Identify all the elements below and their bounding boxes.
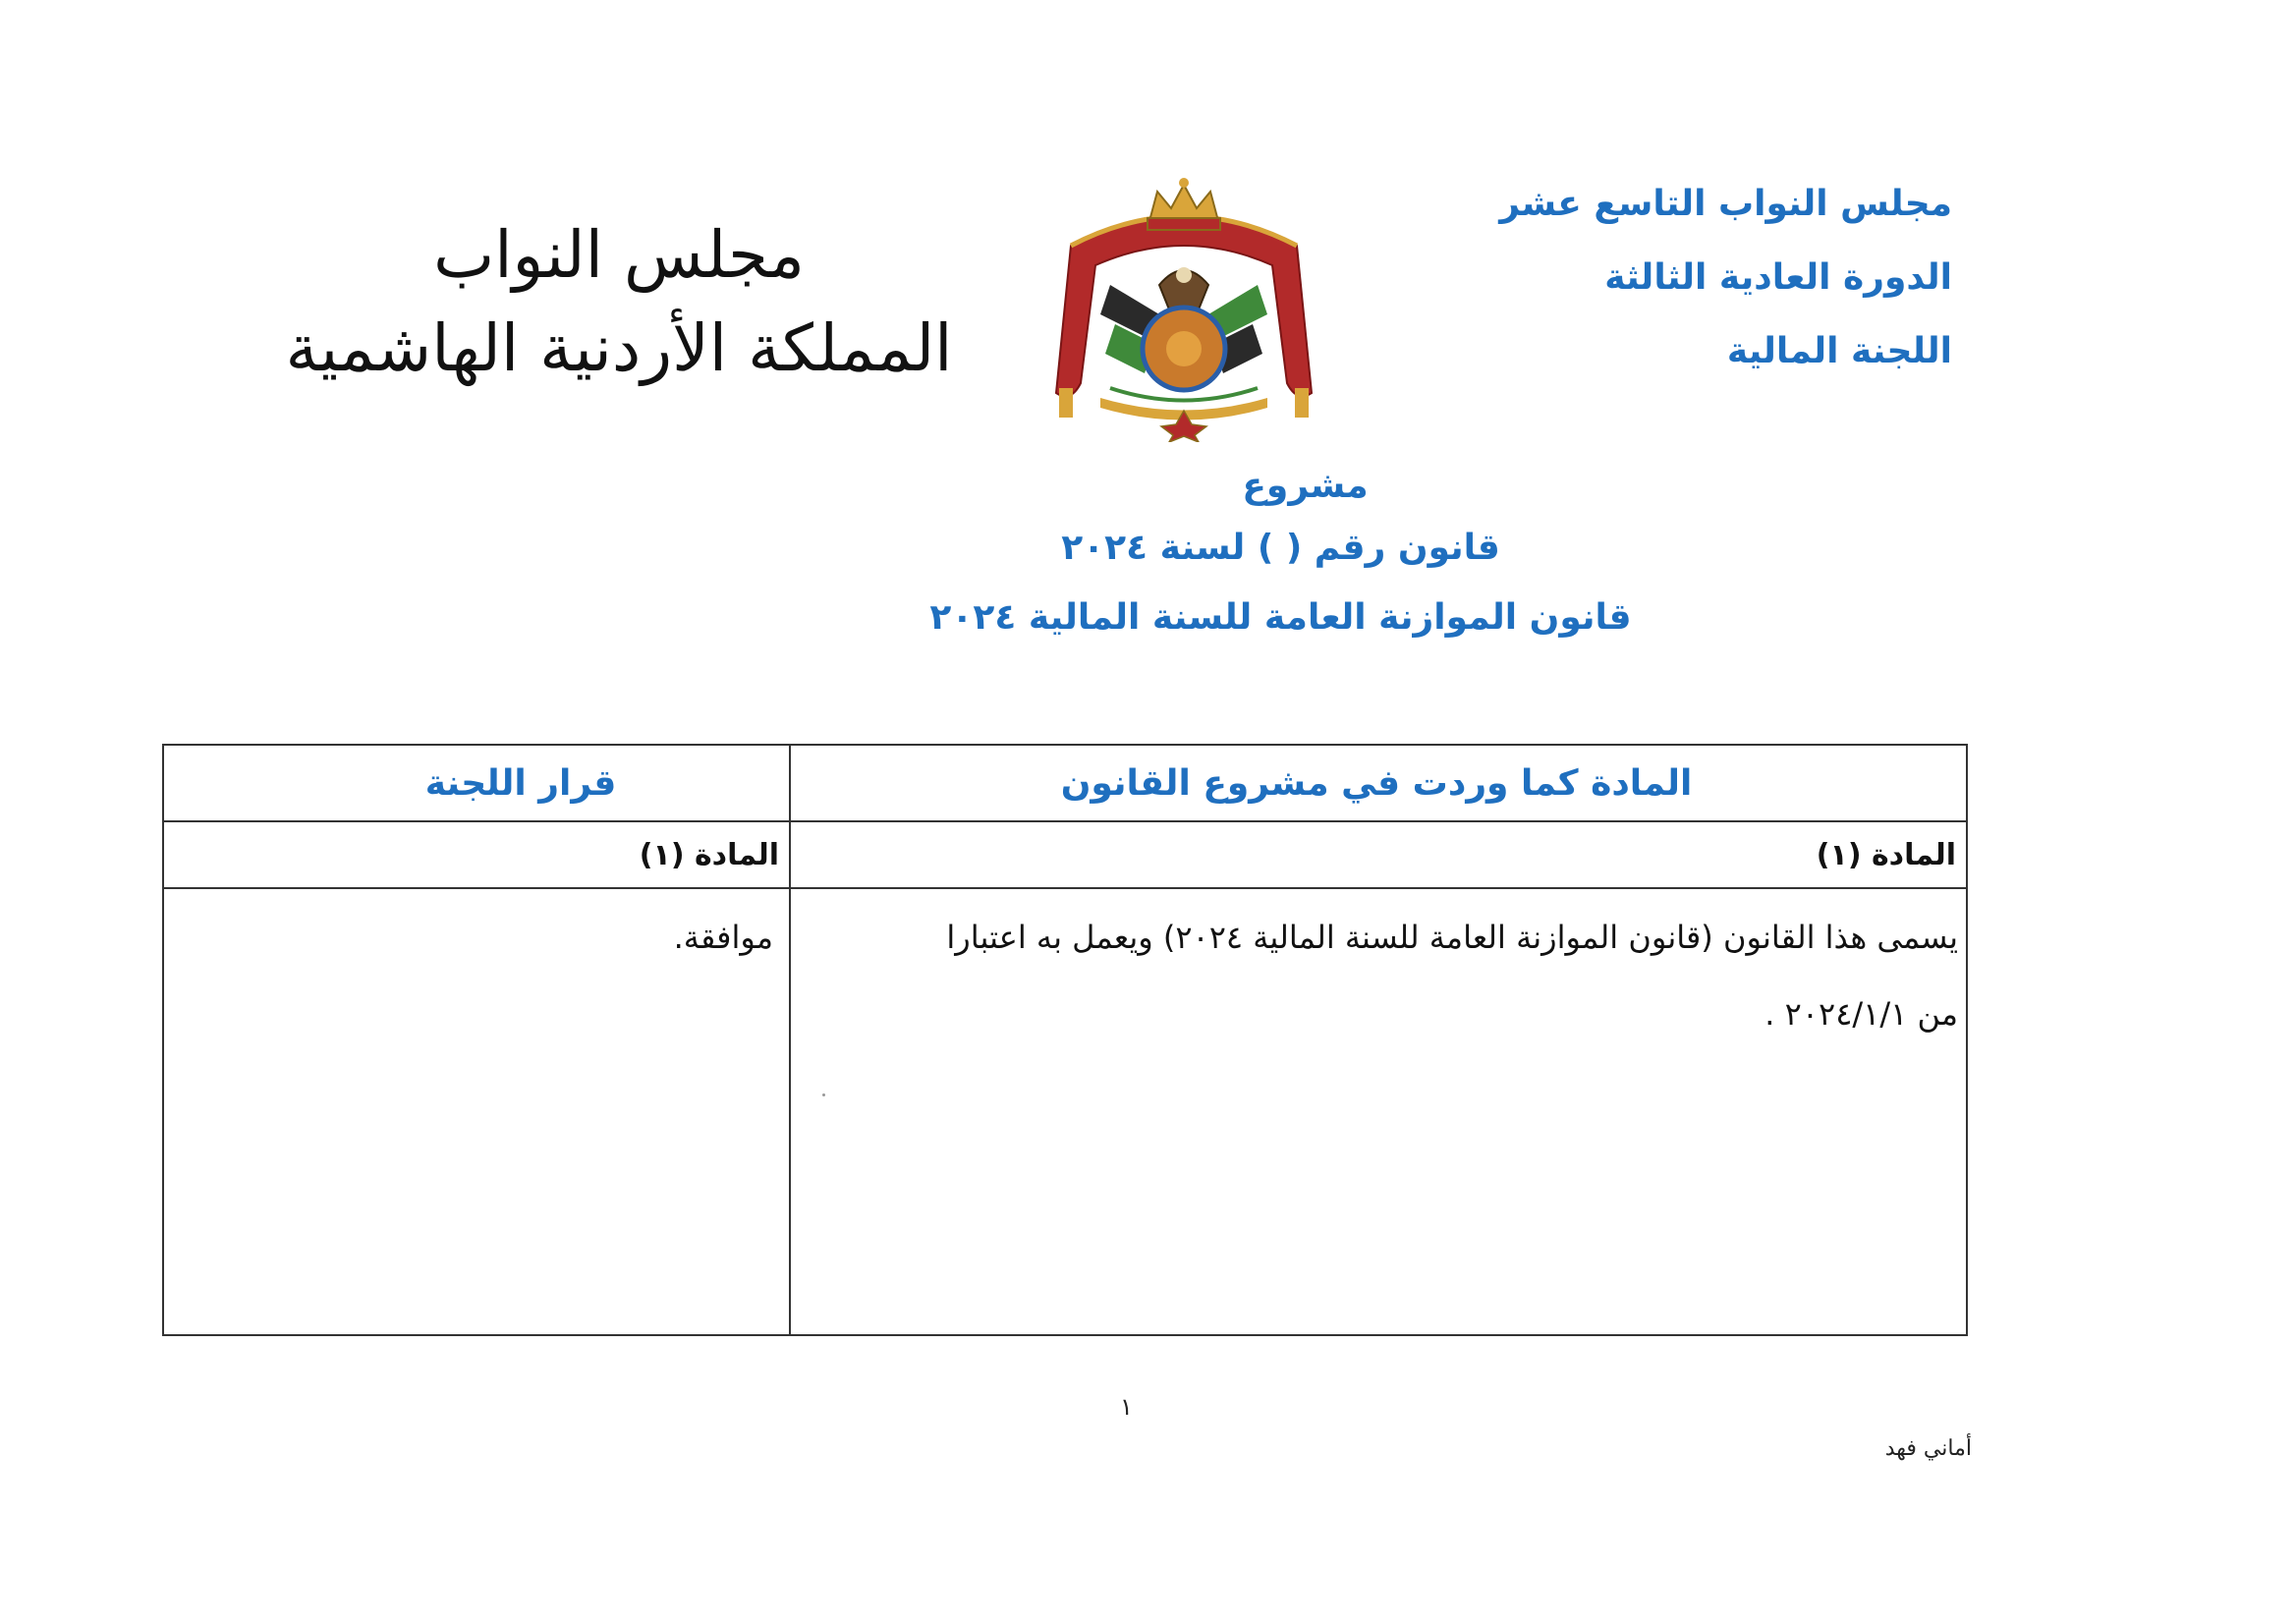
title-law-number: قانون رقم ( ) لسنة ٢٠٢٤ xyxy=(1061,528,1500,568)
main-article-text-line1: يسمى هذا القانون (قانون الموازنة العامة للسنة المالية ٢٠٢٤) ويعمل به اعتبارا xyxy=(946,919,1958,956)
title-draft: مشروع xyxy=(1242,466,1369,506)
header-left-line2: المملكة الأردنية الهاشمية xyxy=(285,310,953,386)
header-left xyxy=(246,211,992,398)
table-header-row xyxy=(164,746,1966,822)
typist-initials: أماني فهد xyxy=(1884,1436,1972,1461)
main-article-text xyxy=(787,889,1966,1336)
title-law-name: قانون الموازنة العامة للسنة المالية ٢٠٢٤ xyxy=(929,597,1632,638)
header-cell-article-as-drafted: المادة كما وردت في مشروع القانون xyxy=(1060,763,1693,804)
committee-decision-text: موافقة. xyxy=(673,919,773,956)
coat-of-arms-emblem xyxy=(1041,177,1326,442)
document-titles xyxy=(0,462,2296,650)
table-article-row xyxy=(164,822,1966,889)
header-right xyxy=(1441,167,1952,388)
page-number: ١ xyxy=(1120,1393,1133,1421)
law-comparison-table xyxy=(162,744,1968,1336)
side-article-label: المادة (١) xyxy=(639,838,779,872)
header-right-line2: الدورة العادية الثالثة xyxy=(1604,257,1952,298)
main-article-text-line2: من ٢٠٢٤/١/١ . xyxy=(1764,995,1958,1033)
scan-speck xyxy=(822,1093,825,1096)
header-left-line1: مجلس النواب xyxy=(433,217,805,293)
header-cell-committee-decision: قرار اللجنة xyxy=(424,763,617,804)
table-body-row xyxy=(164,889,1966,1336)
header-right-line1: مجلس النواب التاسع عشر xyxy=(1499,184,1952,224)
header-right-line3: اللجنة المالية xyxy=(1726,331,1952,371)
main-article-label: المادة (١) xyxy=(1816,838,1956,872)
